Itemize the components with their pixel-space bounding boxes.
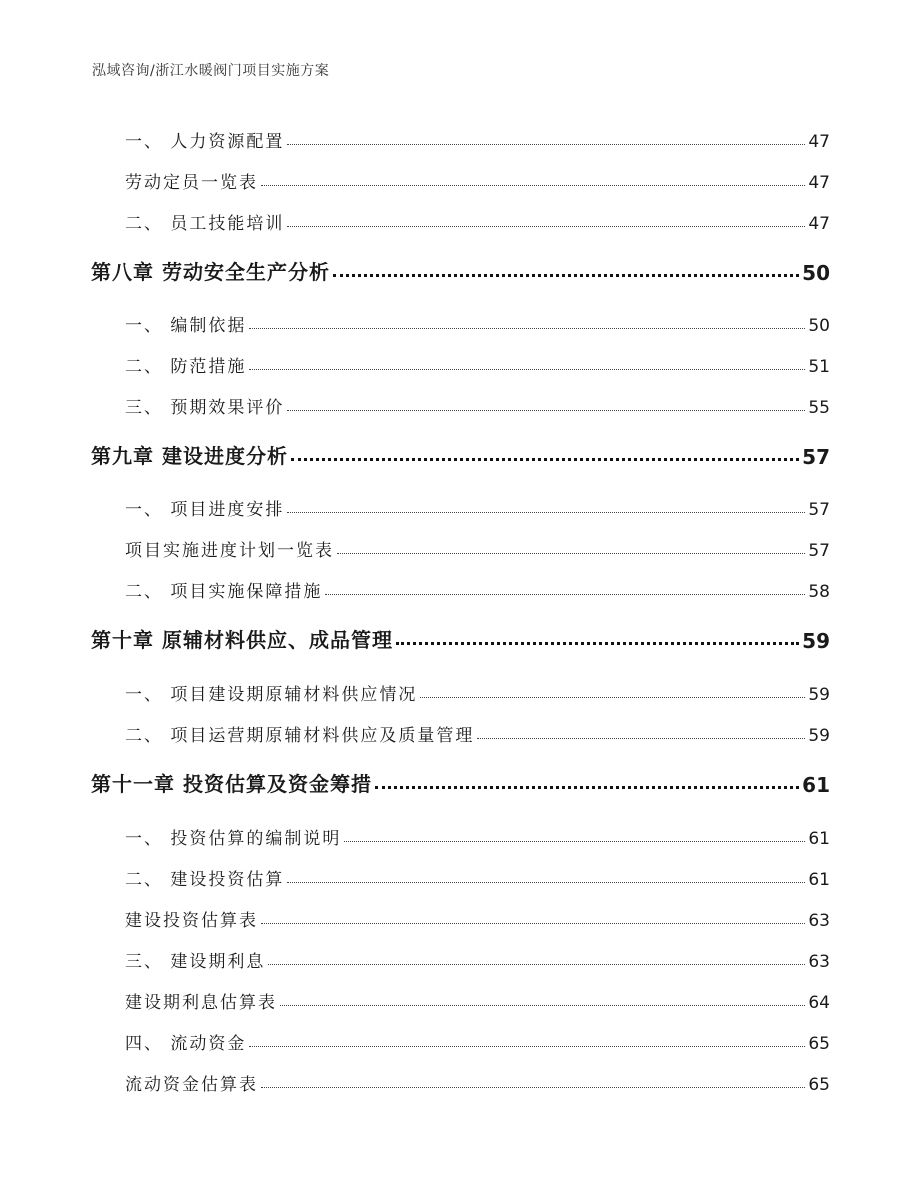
toc-entry-label: 三、 预期效果评价 [0,393,284,418]
toc-chapter-page: 59 [802,629,920,653]
toc-entry-label: 一、 项目建设期原辅材料供应情况 [0,680,417,705]
toc-entry[interactable] [0,302,920,336]
toc-chapter[interactable] [0,251,920,285]
toc-entry[interactable] [0,118,920,152]
toc-chapter-page: 61 [802,773,920,797]
toc-entry-label: 四、 流动资金 [0,1029,246,1054]
toc-leader-dots [287,410,805,411]
toc-leader-dots [249,328,805,329]
toc-leader-dots [249,1046,805,1047]
toc-entry[interactable] [0,671,920,705]
toc-entry-label: 一、 编制依据 [0,311,246,336]
toc-entry[interactable] [0,815,920,849]
toc-entry-label: 流动资金估算表 [0,1070,258,1095]
toc-chapter[interactable] [0,619,920,653]
toc-entry-page: 47 [808,132,920,152]
page-header: 泓域咨询/浙江水暖阀门项目实施方案 [92,63,330,79]
toc-leader-dots [287,144,805,145]
toc-entry-page: 57 [808,541,920,561]
toc-leader-dots [325,594,805,595]
toc-entry[interactable] [0,712,920,746]
toc-entry[interactable] [0,897,920,931]
toc-leader-dots [291,458,799,461]
toc-entry-label: 劳动定员一览表 [0,168,258,193]
toc-entry[interactable] [0,527,920,561]
toc-entry-label: 一、 人力资源配置 [0,127,284,152]
toc-leader-dots [337,553,805,554]
toc-leader-dots [396,642,799,645]
toc-leader-dots [261,1087,805,1088]
toc-entry[interactable] [0,856,920,890]
toc-entry-page: 61 [808,870,920,890]
toc-entry[interactable] [0,1020,920,1054]
toc-chapter-page: 57 [802,445,920,469]
toc-leader-dots [249,369,805,370]
toc-entry-page: 51 [808,357,920,377]
toc-entry-page: 59 [808,726,920,746]
toc-entry[interactable] [0,938,920,972]
toc-entry-page: 64 [808,993,920,1013]
toc-entry-label: 二、 建设投资估算 [0,865,284,890]
toc-entry-page: 63 [808,952,920,972]
toc-entry-label: 项目实施进度计划一览表 [0,536,334,561]
toc-entry[interactable] [0,486,920,520]
toc-entry-label: 二、 员工技能培训 [0,209,284,234]
toc-entry-label: 三、 建设期利息 [0,947,265,972]
toc-chapter-label: 第十一章 投资估算及资金筹措 [0,768,372,797]
toc-leader-dots [261,185,805,186]
toc-leader-dots [268,964,805,965]
toc-entry[interactable] [0,979,920,1013]
toc-entry-page: 47 [808,214,920,234]
toc-entry-label: 一、 项目进度安排 [0,495,284,520]
toc-entry-label: 建设投资估算表 [0,906,258,931]
toc-chapter[interactable] [0,763,920,797]
toc-entry-label: 建设期利息估算表 [0,988,277,1013]
toc-leader-dots [375,786,799,789]
toc-leader-dots [477,738,805,739]
toc-entry-page: 63 [808,911,920,931]
toc-leader-dots [333,274,799,277]
toc-entry[interactable] [0,1061,920,1095]
toc-entry-page: 58 [808,582,920,602]
toc-entry-label: 一、 投资估算的编制说明 [0,824,341,849]
toc-entry-page: 50 [808,316,920,336]
toc-entry-label: 二、 防范措施 [0,352,246,377]
toc-leader-dots [287,882,805,883]
toc-entry-page: 65 [808,1034,920,1054]
toc-entry[interactable] [0,384,920,418]
toc-entry[interactable] [0,343,920,377]
toc-leader-dots [420,697,805,698]
toc-entry-label: 二、 项目运营期原辅材料供应及质量管理 [0,721,474,746]
toc-entry-page: 65 [808,1075,920,1095]
toc-chapter-page: 50 [802,261,920,285]
toc-entry[interactable] [0,200,920,234]
toc-entry-page: 57 [808,500,920,520]
toc-entry[interactable] [0,568,920,602]
toc-entry-page: 55 [808,398,920,418]
toc-entry-page: 47 [808,173,920,193]
toc-leader-dots [287,512,805,513]
toc-chapter-label: 第十章 原辅材料供应、成品管理 [0,624,393,653]
toc-leader-dots [344,841,805,842]
toc-leader-dots [287,226,805,227]
toc-chapter[interactable] [0,435,920,469]
toc-leader-dots [261,923,805,924]
toc-entry[interactable] [0,159,920,193]
toc-entry-page: 59 [808,685,920,705]
toc-entry-page: 61 [808,829,920,849]
toc-entry-label: 二、 项目实施保障措施 [0,577,322,602]
toc-chapter-label: 第八章 劳动安全生产分析 [0,256,330,285]
toc-chapter-label: 第九章 建设进度分析 [0,440,288,469]
toc-leader-dots [280,1005,805,1006]
